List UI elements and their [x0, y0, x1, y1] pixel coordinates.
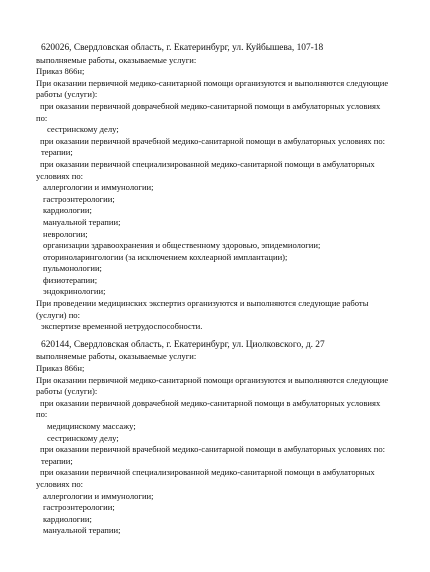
- service-item: мануальной терапии;: [43, 525, 121, 536]
- section-intro: выполняемые работы, оказываемые услуги:: [36, 351, 197, 362]
- service-item: аллергологии и иммунологии;: [43, 182, 154, 193]
- order-reference: Приказ 866н;: [36, 363, 85, 374]
- prevrach-heading: при оказании первичной доврачебной медико-санитарной помощи в амбулаторных условиях: [40, 100, 381, 111]
- license-section: [0, 43, 430, 333]
- vrach-heading: при оказании первичной врачебной медико-санитарной помощи в амбулаторных условиях по:: [40, 444, 386, 455]
- section-intro: выполняемые работы, оказываемые услуги:: [36, 54, 197, 65]
- expertise-heading-cont: (услуги) по:: [36, 309, 80, 320]
- service-item: организации здравоохранения и общественному здоровью, эпидемиологии;: [43, 240, 321, 251]
- service-item: оториноларингологии (за исключением кохлеарной имплантации);: [43, 251, 288, 262]
- service-item: неврологии;: [43, 228, 88, 239]
- prevrach-heading: при оказании первичной доврачебной медико-санитарной помощи в амбулаторных условиях: [40, 397, 381, 408]
- primary-care-heading-cont: работы (услуги):: [36, 386, 98, 397]
- service-item: пульмонологии;: [43, 263, 102, 274]
- service-item: физиотерапии;: [43, 274, 98, 285]
- prevrach-heading-cont: по:: [36, 409, 48, 420]
- service-item: гастроэнтерологии;: [43, 502, 115, 513]
- primary-care-heading: При оказании первичной медико-санитарной помощи организуются и выполняются следующие: [36, 374, 389, 385]
- vrach-heading: при оказании первичной врачебной медико-санитарной помощи в амбулаторных условиях по:: [40, 135, 386, 146]
- service-item: мануальной терапии;: [43, 216, 121, 227]
- primary-care-heading: При оказании первичной медико-санитарной помощи организуются и выполняются следующие: [36, 77, 389, 88]
- service-item: кардиологии;: [43, 513, 92, 524]
- prevrach-heading-cont: по:: [36, 112, 48, 123]
- service-item: эндокринологии;: [43, 286, 106, 297]
- service-item: медицинскому массажу;: [47, 421, 136, 431]
- license-section: [0, 340, 430, 537]
- service-item: гастроэнтерологии;: [43, 193, 115, 204]
- spec-heading-cont: условиях по:: [36, 478, 84, 489]
- spec-heading: при оказании первичной специализированной медико-санитарной помощи в амбулаторных: [40, 467, 375, 478]
- expertise-heading: При проведении медицинских экспертиз организуются и выполняются следующие работы: [36, 298, 369, 309]
- spec-heading: при оказании первичной специализированной медико-санитарной помощи в амбулаторных: [40, 158, 375, 169]
- section-address: 620026, Свердловская область, г. Екатеринбург, ул. Куйбышева, 107-18: [41, 43, 324, 53]
- order-reference: Приказ 866н;: [36, 66, 85, 77]
- service-item: терапии;: [41, 455, 73, 466]
- service-item: сестринскому делу;: [47, 432, 119, 443]
- service-item: экспертизе временной нетрудоспособности.: [41, 321, 203, 332]
- section-address: 620144, Свердловская область, г. Екатеринбург, ул. Циолковского, д. 27: [41, 339, 325, 350]
- spec-heading-cont: условиях по:: [36, 170, 84, 181]
- service-item: кардиологии;: [43, 205, 92, 216]
- service-item: аллергологии и иммунологии;: [43, 490, 154, 501]
- service-item: терапии;: [41, 147, 73, 158]
- primary-care-heading-cont: работы (услуги):: [36, 89, 98, 100]
- service-item: сестринскому делу;: [47, 124, 119, 135]
